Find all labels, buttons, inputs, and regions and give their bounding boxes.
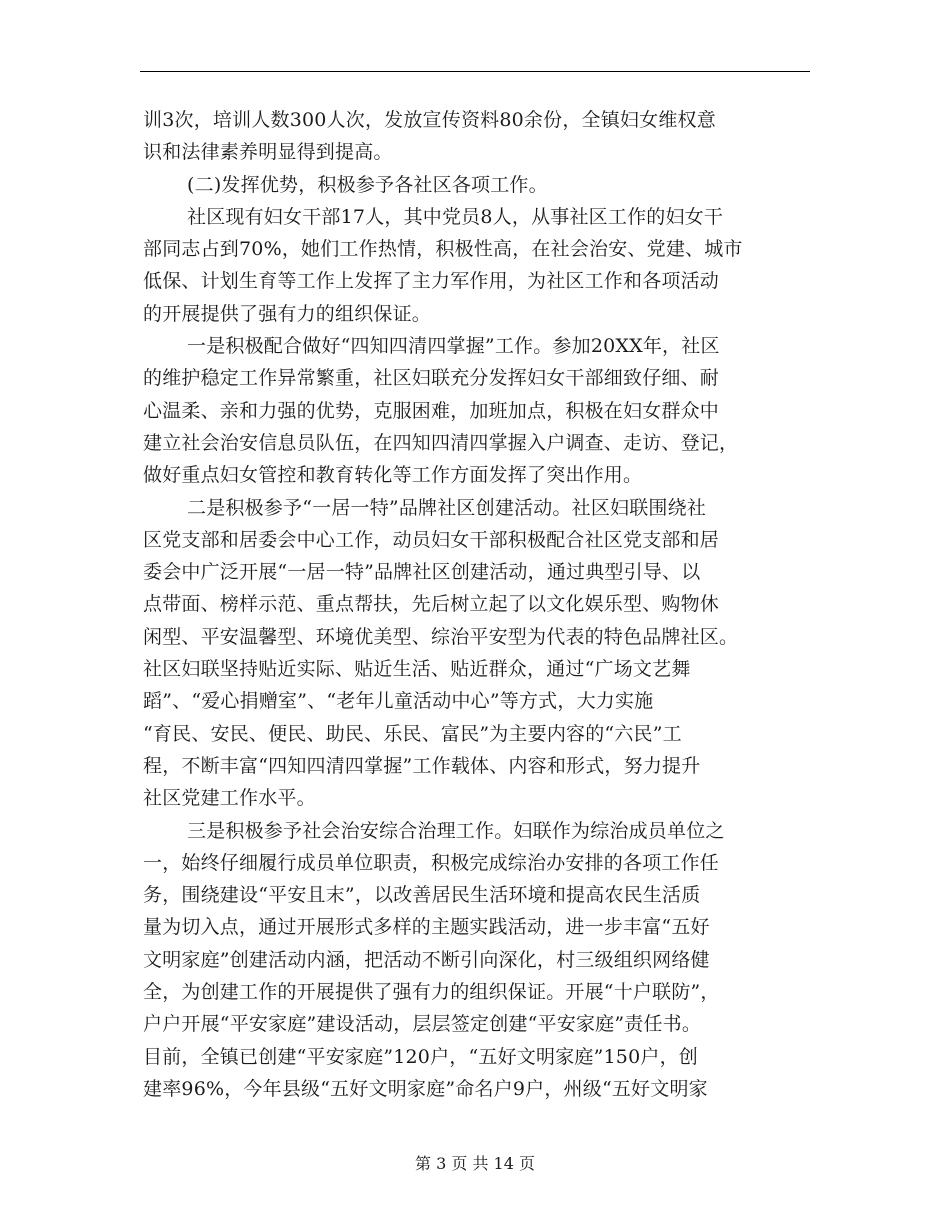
text-line: 二是积极参予“一居一特”品牌社区创建活动。社区妇联围绕社 [187,496,707,519]
text-line: 的开展提供了强有力的组织保证。 [143,302,432,325]
text-line: 蹈”、“爱心捐赠室”、“老年儿童活动中心”等方式，大力实施 [143,690,654,713]
text-line: 务，围绕建设“平安且末”，以改善居民生活环境和提高农民生活质 [143,884,701,907]
text-line: 训3次，培训人数300人次，发放宣传资料80余份，全镇妇女维权意 [143,109,716,131]
text-line: 三是积极参予社会治安综合治理工作。妇联作为综治成员单位之 [187,819,725,842]
text-line: 委会中广泛开展“一居一特”品牌社区创建活动，通过典型引导、以 [143,561,701,584]
text-line: 一是积极配合做好“四知四清四掌握”工作。参加20XX年，社区 [187,335,720,358]
text-line: 社区党建工作水平。 [143,787,316,810]
document-body [143,104,810,1105]
text-line: 点带面、榜样示范、重点帮扶，先后树立起了以文化娱乐型、购物休 [143,593,720,616]
text-line: 社区现有妇女干部17人，其中党员8人，从事社区工作的妇女干 [187,205,724,228]
text-line: 识和法律素养明显得到提高。 [143,141,393,164]
text-line: 低保、计划生育等工作上发挥了主力军作用，为社区工作和各项活动 [143,270,720,293]
text-line: 社区妇联坚持贴近实际、贴近生活、贴近群众，通过“广场文艺舞 [143,658,691,681]
text-line: 建率96%，今年县级“五好文明家庭”命名户9户，州级“五好文明家 [143,1077,708,1100]
text-line: 文明家庭”创建活动内涵，把活动不断引向深化，村三级组织网络健 [143,948,710,971]
text-line: 区党支部和居委会中心工作，动员妇女干部积极配合社区党支部和居 [143,528,720,551]
header-rule [140,71,810,72]
text-line: 一，始终仔细履行成员单位职责，积极完成综治办安排的各项工作任 [143,851,720,874]
text-line: 心温柔、亲和力强的优势，克服困难，加班加点，积极在妇女群众中 [143,399,720,422]
page-footer: 第 3 页 共 14 页 [415,1154,535,1173]
text-line: 程，不断丰富“四知四清四掌握”工作载体、内容和形式，努力提升 [143,754,701,777]
text-line: 户户开展“平安家庭”建设活动，层层签定创建“平安家庭”责任书。 [143,1013,702,1036]
text-line: “育民、安民、便民、助民、乐民、富民”为主要内容的“六民”工 [143,722,682,745]
text-line: 闲型、平安温馨型、环境优美型、综治平安型为代表的特色品牌社区。 [143,625,739,648]
text-line: 全，为创建工作的开展提供了强有力的组织保证。开展“十户联防”， [143,981,720,1004]
text-line: 目前，全镇已创建“平安家庭”120户，“五好文明家庭”150户，创 [143,1045,698,1068]
text-line: 量为切入点，通过开展形式多样的主题实践活动，进一步丰富“五好 [143,916,710,939]
text-line: (二)发挥优势，积极参予各社区各项工作。 [187,173,548,196]
text-line: 建立社会治安信息员队伍，在四知四清四掌握入户调查、走访、登记， [143,431,739,454]
text-line: 的维护稳定工作异常繁重，社区妇联充分发挥妇女干部细致仔细、耐 [143,367,720,390]
text-line: 部同志占到70%，她们工作热情，积极性高，在社会治安、党建、城市 [143,238,743,261]
text-line: 做好重点妇女管控和教育转化等工作方面发挥了突出作用。 [143,464,643,487]
